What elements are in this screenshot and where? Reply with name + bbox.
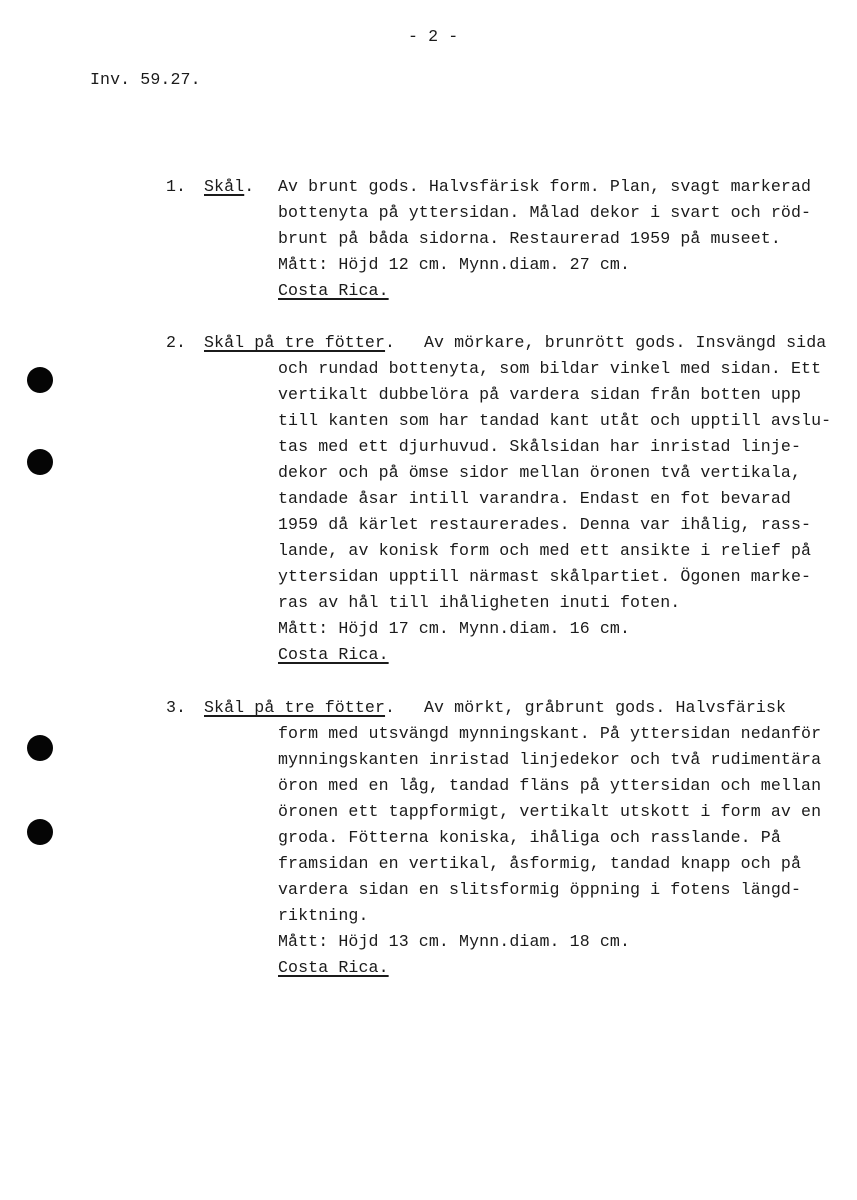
entry-3-line: Av mörkt, gråbrunt gods. Halvsfärisk	[424, 698, 787, 717]
entry-3-line: mynningskanten inristad linjedekor och två rudimentära	[278, 750, 822, 769]
binder-hole-4	[27, 819, 53, 845]
entry-3-number: 3.	[166, 698, 187, 717]
entry-3-line: form med utsvängd mynningskant. På yttersidan nedanför	[278, 724, 822, 743]
entry-3-title-punct: .	[385, 698, 396, 717]
entry-2-line: och rundad bottenyta, som bildar vinkel med sidan. Ett	[278, 359, 822, 378]
entry-1-measurements: Mått: Höjd 12 cm. Mynn.diam. 27 cm.	[278, 255, 631, 274]
entry-1-line: brunt på båda sidorna. Restaurerad 1959 på museet.	[278, 229, 781, 248]
entry-3-title	[204, 695, 395, 721]
entry-3-line: framsidan en vertikal, åsformig, tandad knapp och på	[278, 854, 802, 873]
entry-3-line: vardera sidan en slitsformig öppning i fotens längd-	[278, 880, 802, 899]
entry-3-line: groda. Fötterna koniska, ihåliga och rasslande. På	[278, 828, 781, 847]
page-number: - 2 -	[408, 27, 459, 46]
entry-2-measurements: Mått: Höjd 17 cm. Mynn.diam. 16 cm.	[278, 619, 631, 638]
inventory-number: Inv. 59.27.	[90, 70, 201, 89]
binder-hole-3	[27, 735, 53, 761]
entry-1-line: bottenyta på yttersidan. Målad dekor i svart och röd-	[278, 203, 812, 222]
entry-3-line: riktning.	[278, 906, 369, 925]
entry-1-number: 1.	[166, 177, 187, 196]
entry-2-line: till kanten som har tandad kant utåt och upptill avslu-	[278, 411, 832, 430]
entry-2-line: tas med ett djurhuvud. Skålsidan har inristad linje-	[278, 437, 802, 456]
entry-2-title	[204, 330, 395, 356]
entry-2-line: 1959 då kärlet restaurerades. Denna var ihålig, rass-	[278, 515, 812, 534]
entry-1-title	[204, 174, 254, 200]
entry-2-line: dekor och på ömse sidor mellan öronen två vertikala,	[278, 463, 802, 482]
entry-3-line: öron med en låg, tandad fläns på yttersidan och mellan	[278, 776, 822, 795]
entry-2-line: ras av hål till ihåligheten inuti foten.	[278, 593, 681, 612]
entry-1-place: Costa Rica.	[278, 281, 389, 300]
entry-1-line: Av brunt gods. Halvsfärisk form. Plan, svagt markerad	[278, 177, 812, 196]
entry-2-title-punct: .	[385, 333, 396, 352]
entry-3-measurements: Mått: Höjd 13 cm. Mynn.diam. 18 cm.	[278, 932, 631, 951]
entry-2-number: 2.	[166, 333, 187, 352]
entry-2-title-text: Skål på tre fötter	[204, 333, 386, 352]
entry-3-title-text: Skål på tre fötter	[204, 698, 386, 717]
entry-2-line: tandade åsar intill varandra. Endast en fot bevarad	[278, 489, 791, 508]
entry-3-place: Costa Rica.	[278, 958, 389, 977]
entry-2-line: yttersidan upptill närmast skålpartiet. Ögonen marke-	[278, 567, 812, 586]
entry-2-line: Av mörkare, brunrött gods. Insvängd sida	[424, 333, 827, 352]
entry-1-title-punct: .	[244, 177, 255, 196]
entry-2-line: lande, av konisk form och med ett ansikte i relief på	[278, 541, 812, 560]
entry-2-place: Costa Rica.	[278, 645, 389, 664]
binder-hole-1	[27, 367, 53, 393]
entry-2-line: vertikalt dubbelöra på vardera sidan från botten upp	[278, 385, 802, 404]
entry-1-title-text: Skål	[204, 177, 245, 196]
entry-3-line: öronen ett tappformigt, vertikalt utskott i form av en	[278, 802, 822, 821]
binder-hole-2	[27, 449, 53, 475]
